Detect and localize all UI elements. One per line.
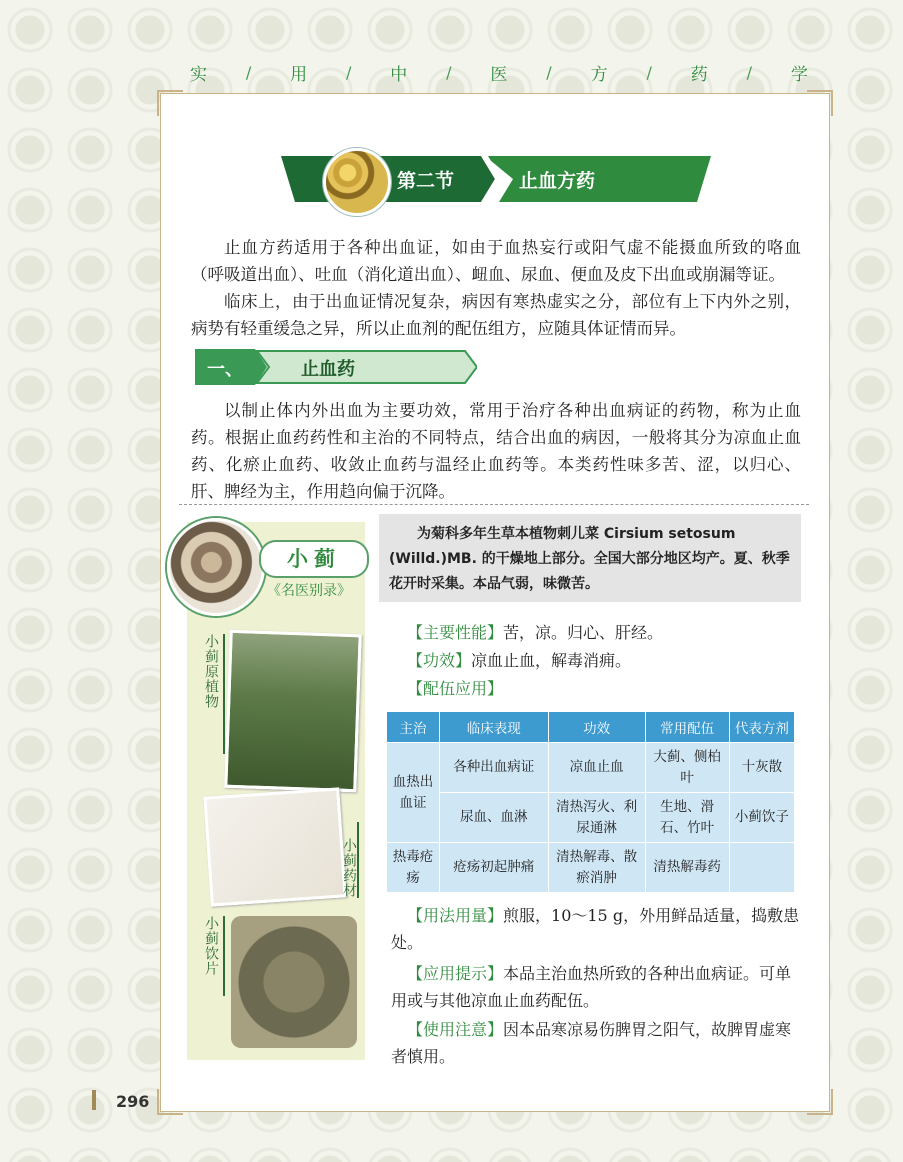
efficacy-tag: 【功效】 bbox=[407, 651, 472, 670]
herb-description: 为菊科多年生草本植物刺儿菜 Cirsium setosum (Willd.)MB. 的干燥地上部分。全国大部分地区均产。夏、秋季花开时采集。本品气弱，味微苦。 bbox=[389, 526, 790, 592]
table-cell: 生地、滑石、竹叶 bbox=[645, 793, 729, 843]
caution-paragraph bbox=[391, 1016, 801, 1070]
intro-paragraph-1: 止血方药适用于各种出血证，如由于血热妄行或阳气虚不能摄血所致的咯血（呼吸道出血）、吐血（消化道出血）、衄血、尿血、便血及皮下出血或崩漏等证。 bbox=[191, 238, 801, 284]
compatibility-tag: 【配伍应用】 bbox=[407, 679, 504, 698]
page-number: 296 bbox=[116, 1092, 150, 1111]
table-header: 临床表现 bbox=[440, 712, 548, 743]
efficacy-line bbox=[391, 647, 801, 674]
section-number: 第二节 bbox=[397, 170, 455, 192]
frame-corner bbox=[157, 90, 183, 116]
herb-source: 《名医别录》 bbox=[267, 583, 351, 599]
header-separator: / bbox=[446, 62, 454, 82]
chrysanthemum-icon bbox=[323, 148, 391, 216]
subsection-banner bbox=[195, 349, 477, 385]
compatibility-line bbox=[391, 675, 801, 702]
header-separator: / bbox=[646, 62, 654, 82]
table-cell: 清热泻火、利尿通淋 bbox=[548, 793, 645, 843]
table-cell bbox=[729, 843, 794, 893]
subsection-title: 止血药 bbox=[301, 359, 355, 380]
application-paragraph bbox=[391, 960, 801, 1014]
table-cell: 尿血、血淋 bbox=[440, 793, 548, 843]
herb-name: 小蓟 bbox=[259, 540, 369, 578]
table-header: 常用配伍 bbox=[645, 712, 729, 743]
header-separator: / bbox=[746, 62, 754, 82]
page-number-bar bbox=[92, 1090, 96, 1110]
label-bar bbox=[223, 634, 225, 754]
label-bar bbox=[223, 916, 225, 996]
table-cell: 清热解毒、散瘀消肿 bbox=[548, 843, 645, 893]
herb-image-circle bbox=[167, 518, 265, 616]
caution-tag: 【使用注意】 bbox=[407, 1020, 504, 1039]
table-row bbox=[387, 843, 795, 893]
dosage-tag: 【用法用量】 bbox=[407, 906, 504, 925]
table-cell: 清热解毒药 bbox=[645, 843, 729, 893]
subsection-number: 一、 bbox=[207, 359, 243, 380]
table-cell: 凉血止血 bbox=[548, 743, 645, 793]
header-char: 实 bbox=[190, 64, 209, 85]
frame-corner bbox=[807, 1089, 833, 1115]
header-char: 学 bbox=[790, 64, 810, 85]
plant-photo bbox=[224, 630, 361, 793]
property-line bbox=[391, 619, 801, 646]
table-cell: 血热出血证 bbox=[387, 743, 440, 843]
subsection-paragraph: 以制止体内外出血为主要功效，常用于治疗各种出血病证的药物，称为止血药。根据止血药药性和主治的不同特点，结合出血的病因，一般将其分为凉血止血药、化瘀止血药、收敛止血药与温经止血药等。本类药性味多苦、涩，以归心、肝、脾经为主，作用趋向偏于沉降。 bbox=[191, 401, 801, 501]
table-cell: 大蓟、侧柏叶 bbox=[645, 743, 729, 793]
content-frame bbox=[160, 93, 830, 1112]
table-header-row bbox=[387, 712, 795, 743]
header-char: 用 bbox=[290, 64, 310, 85]
herb-sidebar bbox=[187, 522, 365, 1060]
header-char: 药 bbox=[690, 64, 710, 85]
running-header bbox=[190, 58, 810, 86]
herb-material-photo bbox=[203, 787, 346, 906]
section-banner bbox=[281, 156, 711, 202]
table-header: 主治 bbox=[387, 712, 440, 743]
table-cell: 各种出血病证 bbox=[440, 743, 548, 793]
plant-photo-label: 小蓟原植物 bbox=[203, 634, 219, 709]
compatibility-table bbox=[386, 711, 795, 893]
efficacy-text: 凉血止血，解毒消痈。 bbox=[471, 651, 632, 670]
section-title: 止血方药 bbox=[519, 170, 596, 192]
table-row bbox=[387, 743, 795, 793]
material-photo-label: 小蓟药材 bbox=[341, 838, 357, 898]
intro-paragraph-2: 临床上，由于出血证情况复杂，病因有寒热虚实之分，部位有上下内外之别，病势有轻重缓急之异，所以止血剂的配伍组方，应随具体证情而异。 bbox=[191, 292, 801, 338]
header-separator: / bbox=[245, 62, 254, 82]
header-separator: / bbox=[546, 62, 554, 82]
frame-corner bbox=[157, 1089, 183, 1115]
table-cell: 疮疡初起肿痛 bbox=[440, 843, 548, 893]
table-cell: 热毒疮疡 bbox=[387, 843, 440, 893]
frame-corner bbox=[807, 90, 833, 116]
table-cell: 小蓟饮子 bbox=[729, 793, 794, 843]
table-header: 功效 bbox=[548, 712, 645, 743]
header-separator: / bbox=[346, 62, 354, 82]
header-char: 方 bbox=[590, 64, 610, 85]
label-bar bbox=[357, 822, 359, 898]
header-char: 医 bbox=[490, 64, 510, 85]
caution-text: 因本品寒凉易伤脾胃之阳气，故脾胃虚寒者慎用。 bbox=[391, 1020, 792, 1066]
herb-slices-photo bbox=[231, 916, 357, 1048]
application-text: 本品主治血热所致的各种出血病证。可单用或与其他凉血止血药配伍。 bbox=[391, 964, 792, 1010]
application-tag: 【应用提示】 bbox=[407, 964, 504, 983]
dosage-text: 煎服，10～15 g，外用鲜品适量，捣敷患处。 bbox=[391, 906, 800, 952]
dosage-paragraph bbox=[391, 902, 801, 956]
slice-photo-label: 小蓟饮片 bbox=[203, 916, 219, 976]
header-char: 中 bbox=[390, 64, 410, 85]
property-tag: 【主要性能】 bbox=[407, 623, 504, 642]
table-row bbox=[387, 793, 795, 843]
divider bbox=[179, 504, 809, 505]
herb-description-box bbox=[379, 514, 801, 602]
property-text: 苦，凉。归心、肝经。 bbox=[503, 623, 664, 642]
table-cell: 十灰散 bbox=[729, 743, 794, 793]
table-header: 代表方剂 bbox=[729, 712, 794, 743]
